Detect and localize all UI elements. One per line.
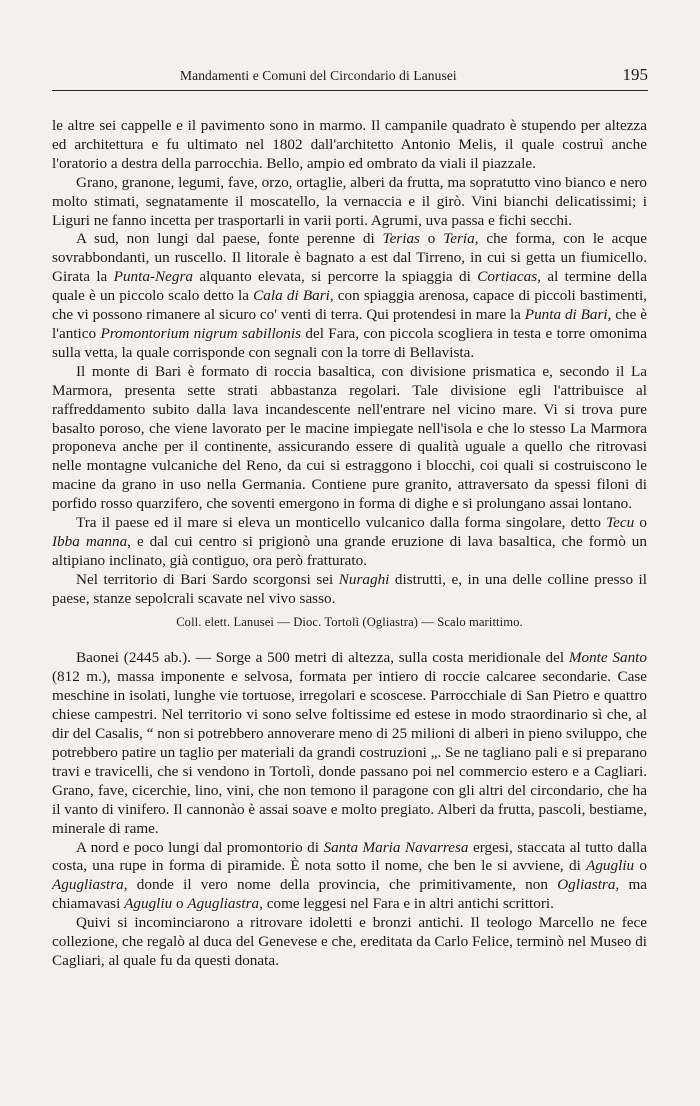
- page-number: 195: [622, 65, 648, 84]
- running-header: [52, 64, 648, 91]
- paragraph-bari-volcano: Tra il paese ed il mare si eleva un monticello vulcanico dalla forma singolare, detto Tecu o Ibba manna, e dal cui centro si prigionò una grande eruzione di lava basaltica, che formò un altipiano inclinato, già contiguo, ora però fratturato.: [52, 514, 647, 569]
- running-title: Mandamenti e Comuni del Circondario di Lanusei: [180, 68, 457, 83]
- paragraph-bari-coast: A sud, non lungi dal paese, fonte perenne di Terias o Teria, che forma, con le acque sovrabbondanti, un ruscello. Il litorale è bagnato a est dal Tirreno, in cui si getta un fiumicello. Girata la Punta-Negra alquanto elevata, si percorre la spiaggia di Cortiacas, al termine della quale è un piccolo scalo detto la Cala di Bari, con spiaggia arenosa, capace di piccoli bastimenti, che vi possono rimanere al sicuro co' venti di terra. Qui protendesi in mare la Punta di Bari, che è l'antico Promontorium nigrum sabillonis del Fara, con piccola scogliera in testa e torre omonima sulla vetta, la quale corrisponde con segnali con la torre di Bellavista.: [52, 230, 648, 361]
- paragraph-bari-products: Grano, granone, legumi, fave, orzo, ortaglie, alberi da frutta, ma sopratutto vino bianco e nero molto stimati, segnatamente il moscatello, la vernaccia e il girò. Vini bianchi delicatissimi; i Liguri ne fanno incetta per trasportarli in varii porti. Agrumi, uva passa e fichi secchi.: [52, 173, 647, 229]
- paragraph-baunei-finds: Quivi si incominciarono a ritrovare idoletti e bronzi antichi. Il teologo Marcello ne fece collezione, che regalò al duca del Genevese e che, ereditata da Carlo Felice, terminò nel Museo di Cagliari, al quale fu da questi donata.: [52, 914, 648, 969]
- bari-reference-line: Coll. elett. Lanusei — Dioc. Tortolì (Ogliastra) — Scalo marittimo.: [176, 614, 523, 629]
- paragraph-bari-nuraghi: Nel territorio di Bari Sardo scorgonsi sei Nuraghi distrutti, e, in una delle colline presso il paese, stanze sepolcrali scavate nel vivo sasso.: [52, 570, 647, 607]
- paragraph-baunei-intro: Baonei (2445 ab.). — Sorge a 500 metri di altezza, sulla costa meridionale del Monte Santo (812 m.), massa imponente e selvosa, formata per intiero di roccie calcaree secondarie. Case meschine in isolati, lunghe vie tortuose, irregolari e scoscese. Parrocchiale di San Pietro e quattro chiese campestri. Nel territorio vi sono selve foltissime ed estese in modo straordinario sì che, al dir del Casalis, “ non si potrebbero annoverare meno di 25 milioni di alberi in pieno sviluppo, che potrebbero patire un taglio per materiali da grandi costruzioni „. Se ne tagliano pali e si preparano travi e travicelli, che si vendono in Tortolì, donde passano poi nel commercio estero e a Cagliari. Grano, fave, cicerchie, lino, vini, che non temono il paragone con gli altri del circondario, che ha il vanto di vinifero. Il cannonào è assai soave e molto pregiato. Alberi da frutta, pascoli, bestiame, minerale di rame.: [52, 649, 647, 837]
- paragraph-bari-geology: Il monte di Bari è formato di roccia basaltica, con divisione prismatica e, secondo il La Marmora, presenta sette strati abbastanza regolari. Tale divisione egli l'attribuisce al raffreddamento subito dalla lava incandescente nell'entrare nel vicino mare. Vi si trova pure basalto poroso, che viene lavorato per le macine impiegate nell'isola e che lo stesso La Marmora proponeva anche per il continente, assicurando essere di qualità uguale a quello che ritrovasi nelle montagne vulcaniche del Reno, da cui si estraggono i blocchi, coi quali si costruiscono le macine da grano in uso nella Germania. Contiene pure granito, attraversato da spessi filoni di porfido rosso quarzifero, che soventi emergono in forma di dighe e si prolungano assai lontano.: [52, 362, 647, 513]
- page-body: [52, 117, 647, 971]
- paragraph-bari-church: le altre sei cappelle e il pavimento sono in marmo. Il campanile quadrato è stupendo per altezza ed architettura e fu ultimato nel 1802 dall'architetto Antonio Melis, il quale costruì anche l'oratorio a destra della parrocchia. Bello, ampio ed ombrato da viali il piazzale.: [52, 117, 647, 172]
- paragraph-baunei-rock: A nord e poco lungi dal promontorio di Santa Maria Navarresa ergesi, staccata al tutto dalla costa, una rupe in forma di piramide. È nota sotto il nome, che ben le si avviene, di Agugliu o Agugliastra, donde il vero nome della provincia, che primitivamente, non Ogliastra, ma chiamavasi Agugliu o Agugliastra, come leggesi nel Fara e in altri antichi scrittori.: [52, 838, 648, 913]
